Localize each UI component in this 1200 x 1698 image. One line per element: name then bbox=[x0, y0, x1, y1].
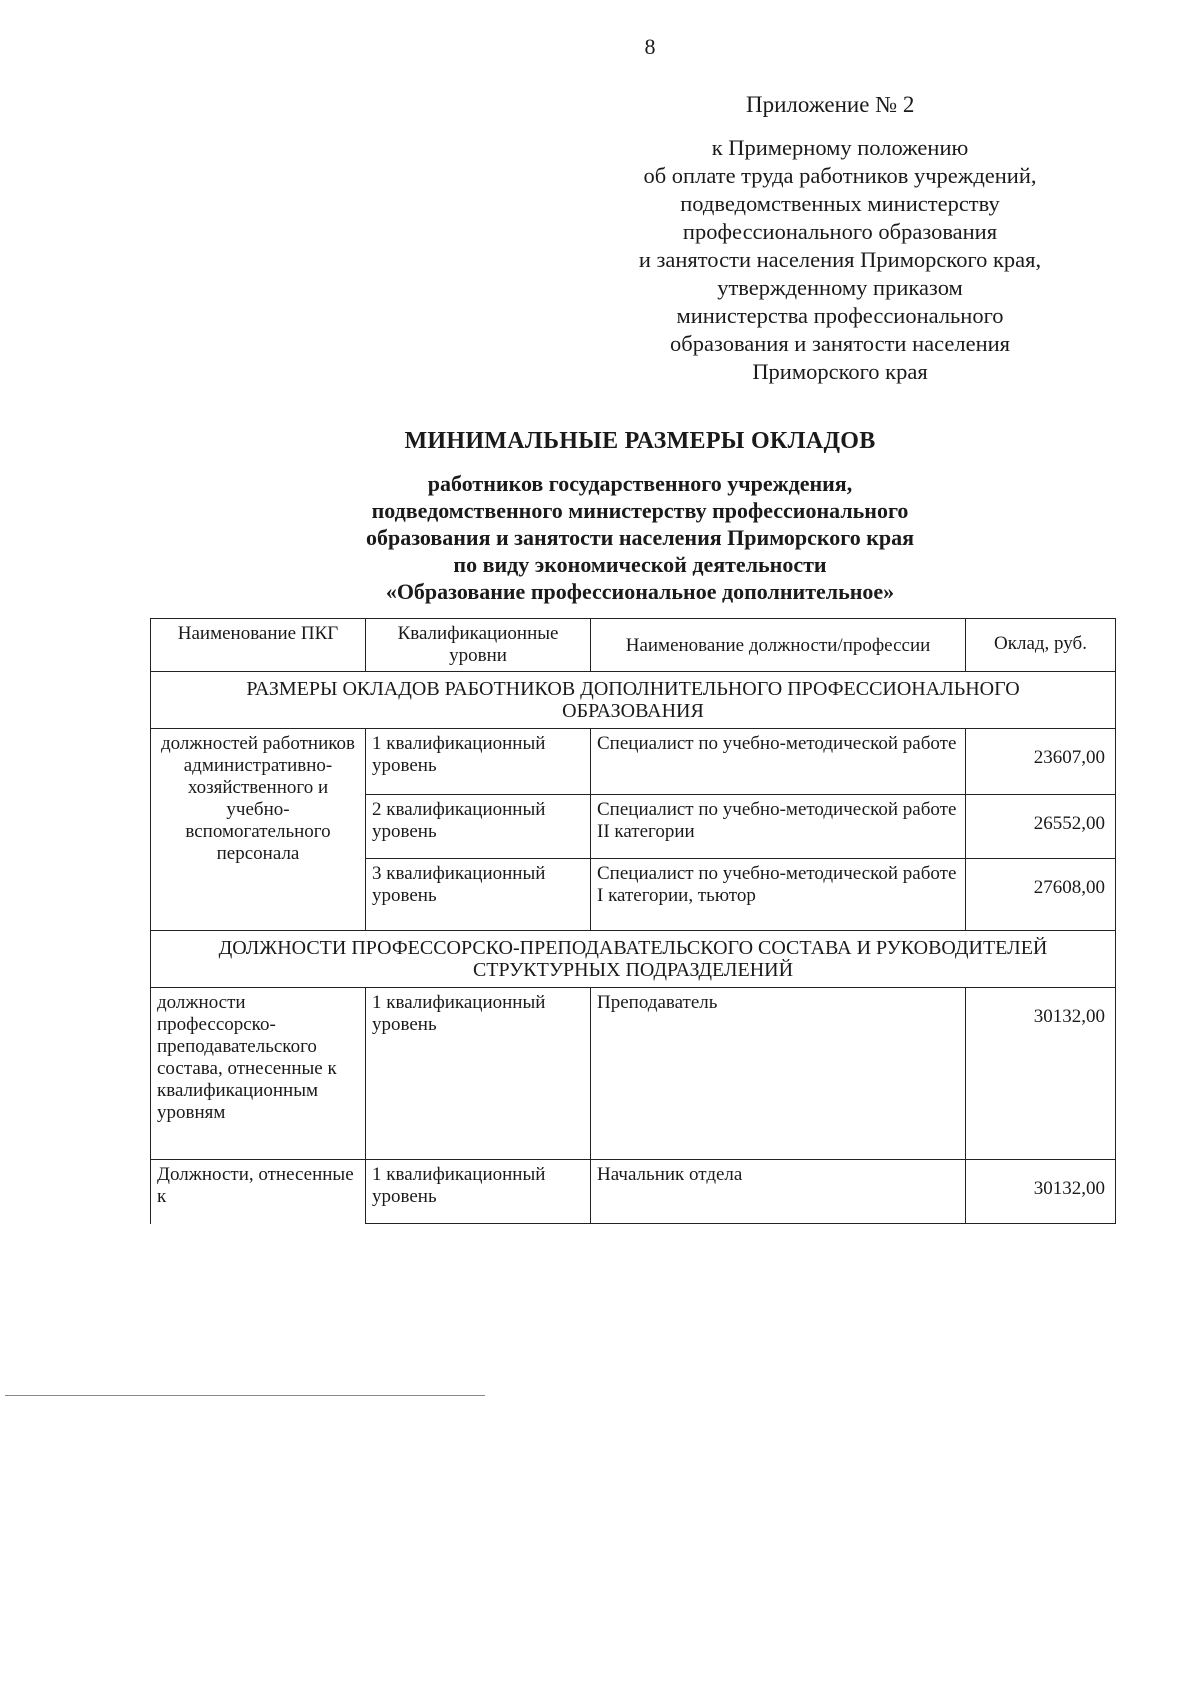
header-position: Наименование должности/профессии bbox=[591, 619, 966, 672]
appendix-ref-line: подведомственных министерству bbox=[680, 191, 1000, 216]
appendix-reference bbox=[560, 134, 1120, 386]
appendix-title: Приложение № 2 bbox=[746, 92, 915, 117]
salary-amount: 26552,00 bbox=[966, 795, 1116, 859]
pkg-group-name: Должности, отнесенные к bbox=[151, 1160, 366, 1224]
header-salary: Оклад, руб. bbox=[966, 619, 1116, 672]
position-name: Преподаватель bbox=[591, 988, 966, 1160]
header-pkg: Наименование ПКГ bbox=[151, 619, 366, 672]
subtitle-line: «Образование профессиональное дополнительное» bbox=[385, 579, 895, 604]
salary-amount: 30132,00 bbox=[966, 988, 1116, 1160]
table-header-row bbox=[151, 619, 1116, 672]
appendix-ref-line: и занятости населения Приморского края, bbox=[638, 247, 1042, 272]
section-row bbox=[151, 931, 1116, 988]
salary-amount: 27608,00 bbox=[966, 859, 1116, 931]
qualification-level: 3 квалификационный уровень bbox=[366, 859, 591, 931]
table-row bbox=[151, 1160, 1116, 1224]
qualification-level: 1 квалификационный уровень bbox=[366, 1160, 591, 1224]
subtitle-line: образования и занятости населения Приморского края bbox=[365, 525, 915, 550]
appendix-ref-line: утвержденному приказом bbox=[717, 275, 963, 300]
salary-amount: 23607,00 bbox=[966, 729, 1116, 795]
page-divider-line bbox=[5, 1395, 485, 1396]
table-row bbox=[151, 729, 1116, 795]
position-name: Специалист по учебно-методической работе I категории, тьютор bbox=[591, 859, 966, 931]
position-name: Специалист по учебно-методической работе bbox=[591, 729, 966, 795]
table-row bbox=[151, 988, 1116, 1160]
position-name: Специалист по учебно-методической работе II категории bbox=[591, 795, 966, 859]
salary-table bbox=[150, 618, 1116, 1224]
appendix-ref-line: об оплате труда работников учреждений, bbox=[643, 163, 1037, 188]
subtitle-line: подведомственного министерству профессионального bbox=[371, 498, 909, 523]
qualification-level: 1 квалификационный уровень bbox=[366, 988, 591, 1160]
pkg-group-name: должностей работников административно-хозяйственного и учебно-вспомогательного персонала bbox=[151, 729, 366, 931]
document-subtitle bbox=[260, 470, 1020, 605]
document-title: МИНИМАЛЬНЫЕ РАЗМЕРЫ ОКЛАДОВ bbox=[404, 428, 876, 454]
section-heading: РАЗМЕРЫ ОКЛАДОВ РАБОТНИКОВ ДОПОЛНИТЕЛЬНОГО ПРОФЕССИОНАЛЬНОГО ОБРАЗОВАНИЯ bbox=[151, 672, 1116, 729]
header-level: Квалификационные уровни bbox=[366, 619, 591, 672]
appendix-ref-line: профессионального образования bbox=[682, 219, 998, 244]
qualification-level: 1 квалификационный уровень bbox=[366, 729, 591, 795]
appendix-ref-line: Приморского края bbox=[752, 359, 928, 384]
qualification-level: 2 квалификационный уровень bbox=[366, 795, 591, 859]
page-number: 8 bbox=[644, 34, 656, 59]
appendix-ref-line: к Примерному положению bbox=[711, 135, 969, 160]
section-row bbox=[151, 672, 1116, 729]
subtitle-line: по виду экономической деятельности bbox=[453, 552, 827, 577]
appendix-ref-line: образования и занятости населения bbox=[670, 331, 1010, 356]
position-name: Начальник отдела bbox=[591, 1160, 966, 1224]
salary-amount: 30132,00 bbox=[966, 1160, 1116, 1224]
section-heading: ДОЛЖНОСТИ ПРОФЕССОРСКО-ПРЕПОДАВАТЕЛЬСКОГО СОСТАВА И РУКОВОДИТЕЛЕЙ СТРУКТУРНЫХ ПОДРАЗДЕЛЕНИЙ bbox=[151, 931, 1116, 988]
subtitle-line: работников государственного учреждения, bbox=[427, 471, 853, 496]
appendix-ref-line: министерства профессионального bbox=[676, 303, 1004, 328]
pkg-group-name: должности профессорско-преподавательского состава, отнесенные к квалификационным уровням bbox=[151, 988, 366, 1160]
